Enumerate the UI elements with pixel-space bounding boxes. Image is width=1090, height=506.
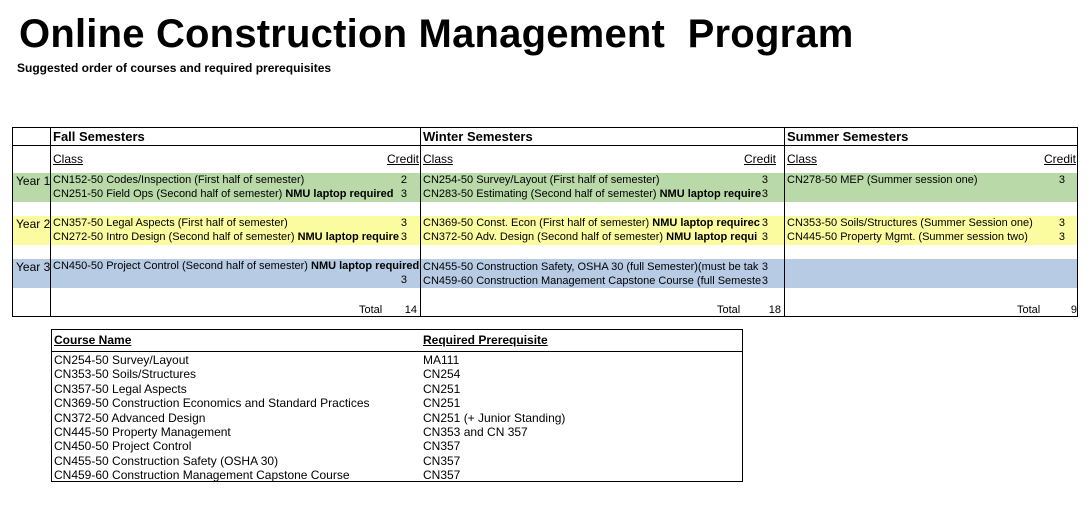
course-credit: 3 bbox=[400, 217, 407, 229]
required-prereq: CN357 bbox=[423, 453, 461, 468]
summer-semester-heading: Summer Semesters bbox=[787, 129, 909, 144]
course-name: CN369-50 Construction Economics and Standard Practices bbox=[54, 396, 370, 411]
course-credit: 3 bbox=[400, 231, 407, 243]
winter-semester-heading: Winter Semesters bbox=[423, 129, 533, 144]
course-credit: 3 bbox=[761, 217, 768, 229]
prereq-row bbox=[52, 396, 742, 410]
required-prereq: CN251 bbox=[423, 396, 461, 411]
summer-total-label: Total bbox=[1017, 304, 1041, 316]
fall-total-value: 14 bbox=[404, 304, 417, 316]
course-credit: 3 bbox=[761, 174, 768, 186]
year-label: Year 3 bbox=[16, 260, 51, 274]
required-prereq: CN357 bbox=[423, 468, 461, 483]
winter-credit-header: Credit bbox=[744, 152, 777, 166]
required-prereq: CN251 (+ Junior Standing) bbox=[423, 410, 566, 425]
prereq-row bbox=[52, 439, 742, 453]
course-name: CN455-50 Construction Safety (OSHA 30) bbox=[54, 453, 279, 468]
course-name: CN445-50 Property Management bbox=[54, 425, 231, 439]
course-credit: 3 bbox=[400, 274, 407, 286]
grid-hline bbox=[13, 145, 1077, 146]
course-entry: CN372-50 Adv. Design (Second half of semester) NMU laptop requi bbox=[423, 231, 758, 243]
course-entry: CN283-50 Estimating (Second half of semester) NMU laptop require bbox=[423, 188, 762, 200]
required-prereq: CN254 bbox=[423, 367, 461, 382]
course-entry: CN369-50 Const. Econ (First half of semester) NMU laptop requirec bbox=[423, 217, 760, 229]
course-entry: CN254-50 Survey/Layout (First half of semester) bbox=[423, 174, 660, 186]
course-entry: CN152-50 Codes/Inspection (First half of semester) bbox=[53, 174, 305, 186]
prerequisite-table bbox=[51, 329, 743, 482]
schedule-table bbox=[12, 127, 1078, 317]
required-prereq: CN357 bbox=[423, 439, 461, 454]
course-credit: 3 bbox=[761, 261, 768, 273]
course-credit: 3 bbox=[400, 188, 407, 200]
course-entry: CN353-50 Soils/Structures (Summer Session one) bbox=[787, 217, 1033, 229]
course-name: CN254-50 Survey/Layout bbox=[54, 353, 189, 367]
course-name: CN450-50 Project Control bbox=[54, 439, 192, 454]
course-credit: 3 bbox=[761, 188, 768, 200]
course-credit: 3 bbox=[1058, 217, 1065, 229]
course-credit: 2 bbox=[400, 174, 407, 186]
course-entry: CN455-50 Construction Safety, OSHA 30 (full Semester)(must be tak bbox=[423, 261, 759, 273]
grid-vline bbox=[784, 128, 785, 316]
year-label: Year 1 bbox=[16, 174, 51, 188]
course-entry: CN445-50 Property Mgmt. (Summer session two) bbox=[787, 231, 1028, 243]
year-label: Year 2 bbox=[16, 217, 51, 231]
required-prereq: CN353 and CN 357 bbox=[423, 425, 528, 439]
winter-class-header: Class bbox=[423, 152, 454, 166]
prereq-row bbox=[52, 353, 742, 367]
summer-class-header: Class bbox=[787, 152, 818, 166]
prereq-row bbox=[52, 382, 742, 396]
fall-credit-header: Credit bbox=[387, 152, 420, 166]
course-name-header: Course Name bbox=[54, 333, 132, 347]
course-name: CN357-50 Legal Aspects bbox=[54, 381, 187, 396]
summer-total-value: 9 bbox=[1070, 304, 1077, 316]
course-entry: CN251-50 Field Ops (Second half of semester) NMU laptop required bbox=[53, 188, 394, 200]
fall-total-label: Total bbox=[359, 304, 383, 316]
course-entry: CN459-60 Construction Management Capstone Course (full Semeste bbox=[423, 275, 762, 287]
header-rule bbox=[52, 351, 742, 352]
page-title: Online Construction Management Program bbox=[19, 12, 854, 56]
course-credit: 3 bbox=[761, 231, 768, 243]
course-name: CN372-50 Advanced Design bbox=[54, 410, 206, 425]
fall-semester-heading: Fall Semesters bbox=[53, 129, 145, 144]
course-entry: CN272-50 Intro Design (Second half of semester) NMU laptop require bbox=[53, 231, 400, 243]
grid-vline bbox=[420, 128, 421, 316]
summer-credit-header: Credit bbox=[1044, 152, 1077, 166]
prereq-row bbox=[52, 411, 742, 425]
course-name: CN353-50 Soils/Structures bbox=[54, 367, 197, 382]
prereq-row bbox=[52, 468, 742, 482]
course-credit: 3 bbox=[1058, 174, 1065, 186]
course-entry: CN450-50 Project Control (Second half of semester) NMU laptop required bbox=[53, 260, 420, 272]
prereq-row bbox=[52, 425, 742, 439]
prereq-row bbox=[52, 367, 742, 381]
course-entry: CN357-50 Legal Aspects (First half of semester) bbox=[53, 217, 288, 229]
required-prereq: MA111 bbox=[423, 353, 460, 367]
fall-class-header: Class bbox=[53, 152, 84, 166]
required-prereq-header: Required Prerequisite bbox=[423, 333, 548, 347]
course-credit: 3 bbox=[761, 275, 768, 287]
page-subtitle: Suggested order of courses and required prerequisites bbox=[17, 61, 332, 75]
winter-total-label: Total bbox=[717, 304, 741, 316]
course-entry: CN278-50 MEP (Summer session one) bbox=[787, 174, 978, 186]
prereq-row bbox=[52, 454, 742, 468]
winter-total-value: 18 bbox=[768, 304, 781, 316]
course-name: CN459-60 Construction Management Capstone Course bbox=[54, 468, 350, 483]
course-credit: 3 bbox=[1058, 231, 1065, 243]
required-prereq: CN251 bbox=[423, 381, 461, 396]
